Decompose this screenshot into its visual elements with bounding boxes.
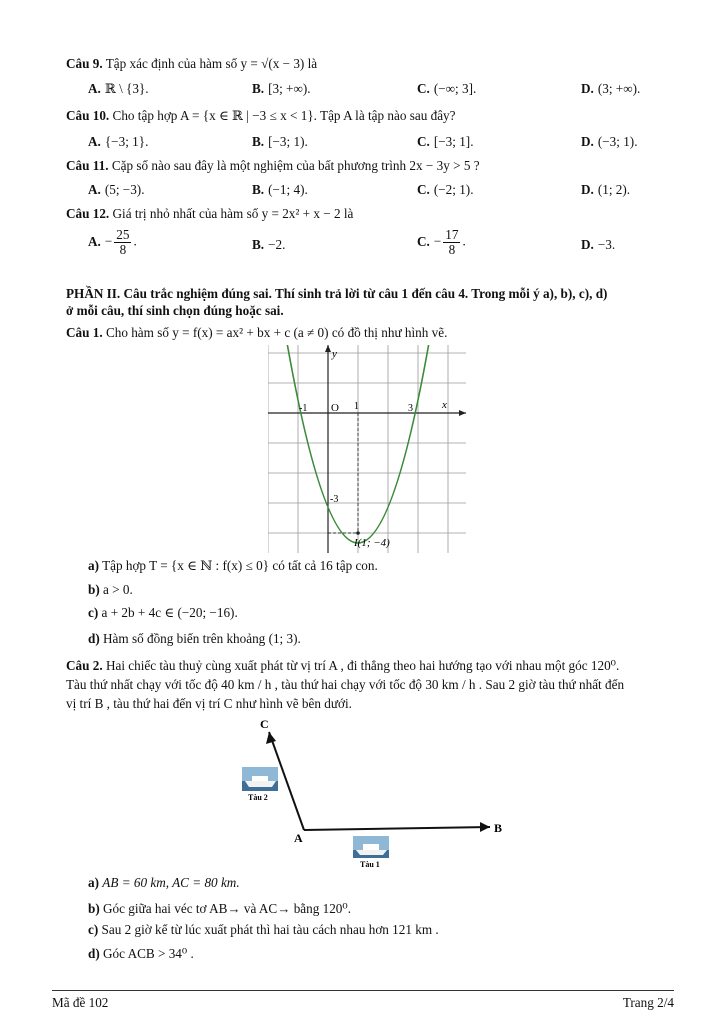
c1-item-b[interactable] [88, 581, 133, 599]
item-text: Sau 2 giờ kể từ lúc xuất phát thì hai tàu cách nhau hơn 121 km . [101, 922, 439, 937]
parabola-graph [268, 345, 466, 553]
segment-AB [304, 827, 490, 830]
ships-figure [236, 714, 516, 874]
q10-option-a[interactable] [88, 133, 148, 151]
item-text: Góc giữa hai véc tơ AB→ và AC→ bằng 120⁰. [103, 901, 351, 916]
axis-y-label: y [332, 348, 337, 360]
axis-x-label: x [442, 399, 447, 411]
item-label: b) [88, 582, 100, 597]
option-sign: − [104, 233, 113, 249]
option-value: (−3; 1). [597, 134, 638, 149]
option-sign: − [433, 233, 442, 249]
c2-stem-line3: vị trí B , tàu thứ hai đến vị trí C như hình vẽ bên dưới. [66, 696, 352, 711]
option-label: B. [252, 182, 265, 197]
c2-stem-line2: Tàu thứ nhất chạy với tốc độ 40 km / h , tàu thứ hai chạy với tốc độ 30 km / h . Sau 2 giờ tàu thứ nhất đến [66, 677, 625, 692]
option-label: A. [88, 182, 101, 197]
c2-item-c[interactable] [88, 921, 439, 939]
option-label: C. [417, 81, 430, 96]
grid [268, 345, 466, 553]
fraction-numerator: 17 [445, 227, 459, 242]
point-A-label: A [294, 831, 303, 845]
q12-option-b[interactable] [252, 236, 285, 254]
q12-text: Giá trị nhỏ nhất của hàm số y = 2x² + x − 2 là [112, 206, 354, 221]
q9-option-b[interactable] [252, 80, 311, 98]
vertex-label: I(1; −4) [354, 537, 390, 549]
option-value: (5; −3). [104, 182, 145, 197]
tick-3-label: 3 [408, 403, 413, 414]
q10-text: Cho tập hợp A = {x ∈ ℝ | −3 ≤ x < 1}. Tập A là tập nào sau đây? [112, 108, 456, 123]
x-axis-arrow [459, 410, 466, 416]
part2-heading-line2: ở mỗi câu, thí sinh chọn đúng hoặc sai. [66, 303, 284, 318]
q9-label: Câu 9. [66, 56, 103, 71]
option-label: D. [581, 237, 594, 252]
c1-text: Cho hàm số y = f(x) = ax² + bx + c (a ≠ 0) có đồ thị như hình vẽ. [105, 325, 448, 340]
option-value: (1; 2). [597, 182, 631, 197]
q12-label: Câu 12. [66, 206, 110, 221]
q9-option-c[interactable] [417, 80, 476, 98]
q12-option-d[interactable] [581, 236, 615, 254]
c1-item-a[interactable] [88, 557, 378, 575]
ship-2-icon [242, 767, 278, 791]
option-value: (3; +∞). [597, 81, 641, 96]
footer-exam-code: Mã đề 102 [52, 995, 109, 1010]
page-footer [52, 990, 674, 1010]
q10-option-d[interactable] [581, 133, 638, 151]
item-label: c) [88, 605, 99, 620]
y-axis-arrow [325, 345, 331, 352]
c2-text-line1: Hai chiếc tàu thuỷ cùng xuất phát từ vị trí A , đi thẳng theo hai hướng tạo với nhau một góc 120⁰. [105, 658, 620, 673]
q12-option-a[interactable] [88, 228, 137, 257]
q11-option-c[interactable] [417, 181, 474, 199]
q10-option-c[interactable] [417, 133, 474, 151]
option-value: −3. [597, 237, 616, 252]
ship-2-label: Tàu 2 [248, 793, 268, 802]
option-label: D. [581, 81, 594, 96]
q11-text: Cặp số nào sau đây là một nghiệm của bất phương trình 2x − 3y > 5 ? [111, 158, 480, 173]
item-label: c) [88, 922, 99, 937]
option-value: [−3; 1]. [433, 134, 474, 149]
item-text: Góc ACB > 34⁰ . [103, 946, 194, 961]
c1-item-d[interactable] [88, 630, 301, 648]
origin-label: O [331, 402, 339, 414]
q10-option-b[interactable] [252, 133, 308, 151]
option-label: A. [88, 233, 101, 249]
point-B-label: B [494, 821, 503, 835]
option-value: {−3; 1}. [104, 134, 149, 149]
q11-option-d[interactable] [581, 181, 630, 199]
q10-label: Câu 10. [66, 108, 110, 123]
q11-stem [66, 157, 480, 175]
q12-option-c[interactable] [417, 228, 466, 257]
c2-item-d[interactable] [88, 945, 194, 963]
option-value: [−3; 1). [268, 134, 308, 149]
option-label: A. [88, 134, 101, 149]
tick-1-label: 1 [354, 401, 359, 412]
point-C-label: C [260, 717, 269, 731]
item-label: a) [88, 875, 99, 890]
ship-1-icon [353, 836, 389, 858]
option-label: B. [252, 81, 265, 96]
tick-neg1-label: -1 [299, 403, 308, 414]
ship-1-label: Tàu 1 [360, 860, 380, 869]
option-value: (−∞; 3]. [433, 81, 477, 96]
option-value: (−1; 4). [268, 182, 308, 197]
option-value: ℝ \ {3}. [104, 81, 149, 96]
c2-label: Câu 2. [66, 658, 103, 673]
item-text: Hàm số đồng biến trên khoảng (1; 3). [103, 631, 301, 646]
part2-heading-line1: PHẦN II. Câu trắc nghiệm đúng sai. Thí sinh trả lời từ câu 1 đến câu 4. Trong mỗi ý a), b), c), d) [66, 286, 608, 301]
option-label: D. [581, 134, 594, 149]
c1-label: Câu 1. [66, 325, 103, 340]
option-value: (−2; 1). [433, 182, 474, 197]
vertex-point [356, 531, 360, 535]
option-fraction [114, 228, 131, 257]
fraction-numerator: 25 [116, 227, 130, 242]
option-tail: . [133, 233, 137, 249]
option-value: [3; +∞). [268, 81, 311, 96]
item-text: a + 2b + 4c ∈ (−20; −16). [101, 605, 238, 620]
q9-text: Tập xác định của hàm số y = √(x − 3) là [105, 56, 318, 71]
fraction-denominator: 8 [448, 242, 456, 257]
q12-stem [66, 205, 353, 223]
q11-label: Câu 11. [66, 158, 109, 173]
tick-neg3-label: -3 [330, 494, 339, 505]
option-label: C. [417, 182, 430, 197]
fraction-denominator: 8 [119, 242, 127, 257]
option-label: D. [581, 182, 594, 197]
arrow-B-icon [480, 822, 490, 832]
option-tail: . [462, 233, 466, 249]
option-label: C. [417, 134, 430, 149]
q11-option-a[interactable] [88, 181, 145, 199]
item-text: a > 0. [103, 582, 133, 597]
q10-stem [66, 107, 456, 125]
option-label: A. [88, 81, 101, 96]
q9-option-a[interactable] [88, 80, 149, 98]
item-text: AB = 60 km, AC = 80 km. [102, 875, 240, 890]
item-label: b) [88, 901, 100, 916]
item-text: Tập hợp T = {x ∈ ℕ : f(x) ≤ 0} có tất cả 16 tập con. [102, 558, 378, 573]
q9-option-d[interactable] [581, 80, 640, 98]
option-label: B. [252, 237, 265, 252]
option-fraction [443, 228, 460, 257]
footer-page-number: Trang 2/4 [622, 995, 674, 1010]
item-label: d) [88, 631, 100, 646]
option-label: C. [417, 233, 430, 249]
item-label: a) [88, 558, 99, 573]
c2-item-b[interactable] [88, 900, 351, 918]
item-label: d) [88, 946, 100, 961]
c2-item-a[interactable] [88, 874, 240, 892]
option-label: B. [252, 134, 265, 149]
c1-item-c[interactable] [88, 604, 238, 622]
c2-stem-line1 [66, 657, 619, 675]
q11-option-b[interactable] [252, 181, 308, 199]
option-value: −2. [268, 237, 286, 252]
c1-stem [66, 324, 447, 342]
q9-stem [66, 55, 317, 73]
arrow-C-icon [266, 732, 276, 744]
